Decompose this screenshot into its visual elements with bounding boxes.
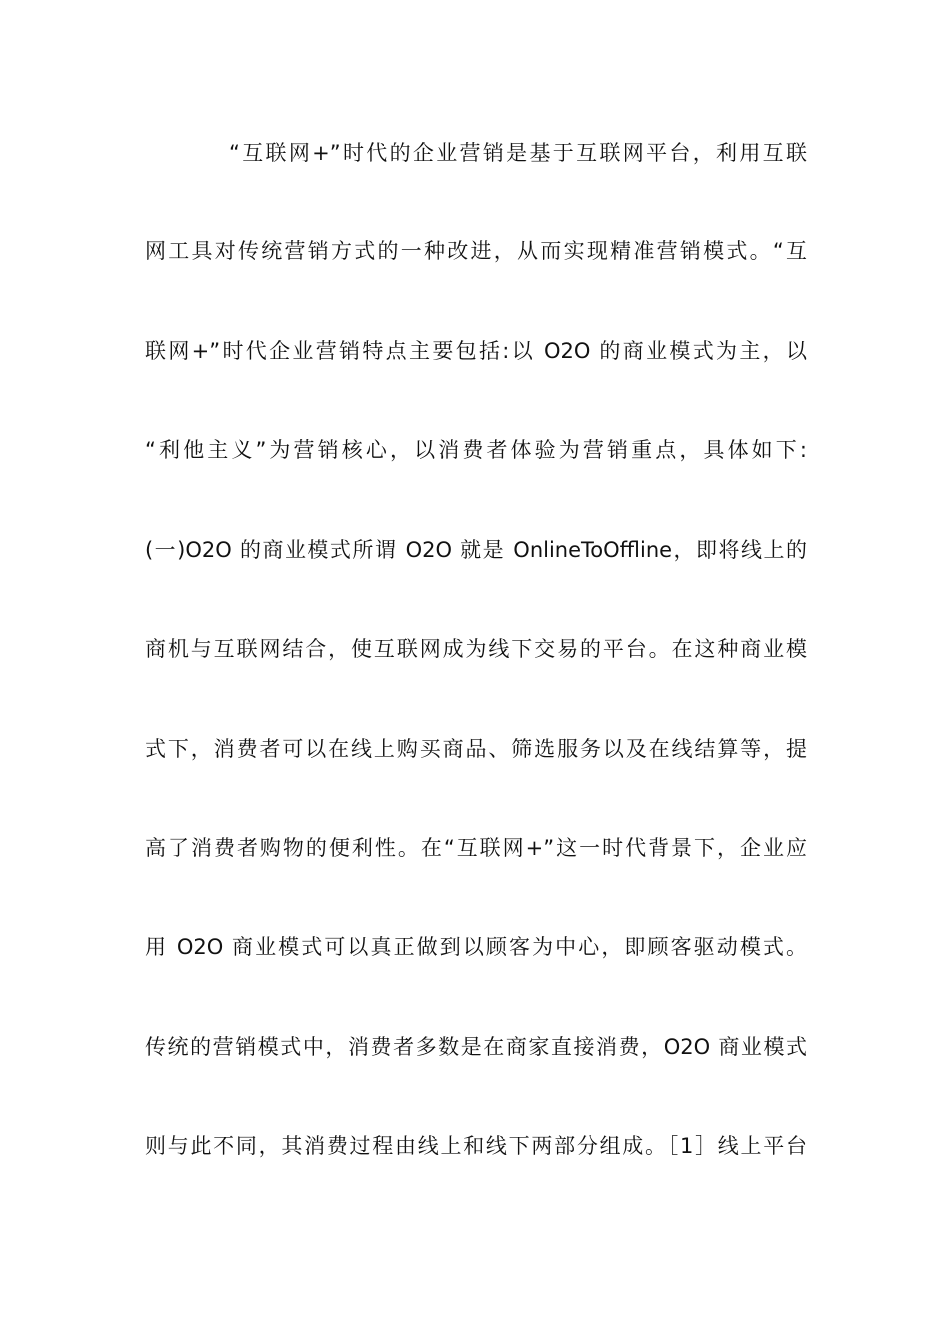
paragraph-line-11: 则与此不同，其消费过程由线上和线下两部分组成。［1］线上平台	[145, 1134, 807, 1158]
paragraph-line-10: 传统的营销模式中，消费者多数是在商家直接消费，O2O 商业模式	[145, 1035, 807, 1059]
paragraph-line-1: “互联网+”时代的企业营销是基于互联网平台，利用互联	[229, 141, 807, 165]
paragraph-line-4: “利他主义”为营销核心，以消费者体验为营销重点，具体如下:	[145, 438, 807, 462]
paragraph-line-2: 网工具对传统营销方式的一种改进，从而实现精准营销模式。“互	[145, 239, 807, 263]
paragraph-line-6: 商机与互联网结合，使互联网成为线下交易的平台。在这种商业模	[145, 637, 807, 661]
paragraph-line-3: 联网+”时代企业营销特点主要包括:以 O2O 的商业模式为主，以	[145, 339, 807, 363]
paragraph-line-8: 高了消费者购物的便利性。在“互联网+”这一时代背景下，企业应	[145, 836, 807, 860]
paragraph-line-9: 用 O2O 商业模式可以真正做到以顾客为中心，即顾客驱动模式。	[145, 935, 807, 959]
paragraph-line-5: (一)O2O 的商业模式所谓 O2O 就是 OnlineToOffline，即将线上的	[145, 538, 807, 562]
paragraph-line-7: 式下，消费者可以在线上购买商品、筛选服务以及在线结算等，提	[145, 737, 807, 761]
